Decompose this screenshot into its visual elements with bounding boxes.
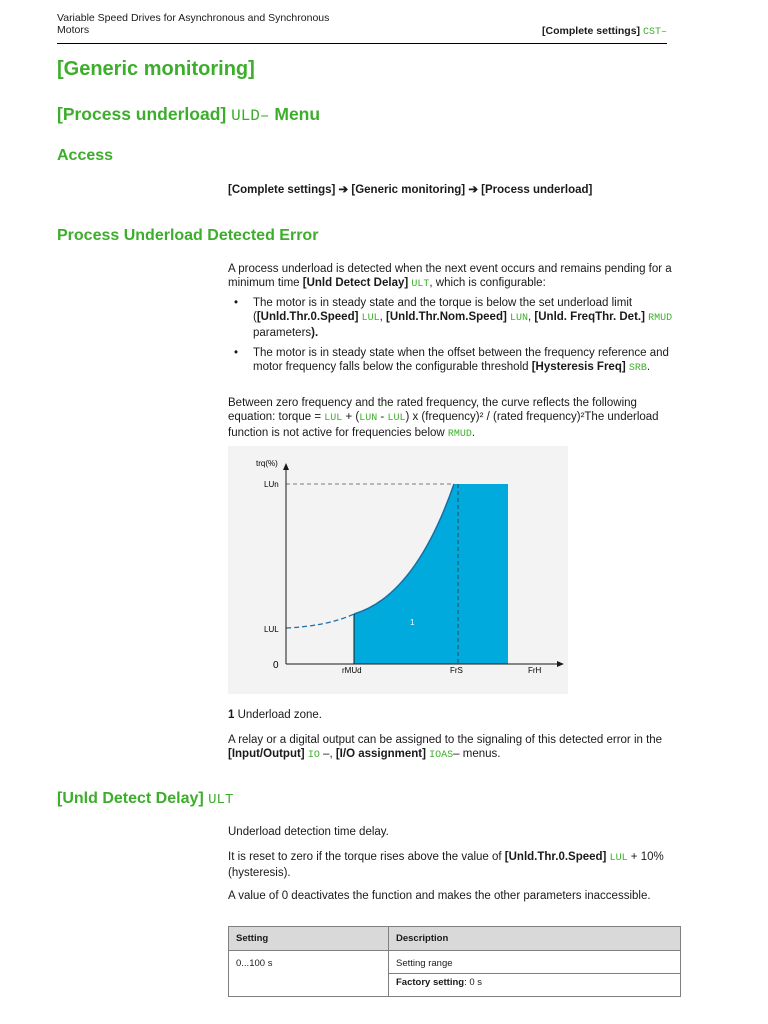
ult-reset-text: It is reset to zero if the torque rises above the value of [Unld.Thr.0.Speed] LUL + 10% (hysteresis). [228, 851, 664, 879]
doc-title-line2: Motors [57, 24, 90, 36]
column-header-setting: Setting [229, 927, 389, 951]
arrow-right-icon: ➔ [338, 184, 349, 196]
x-axis-label: FrH [528, 666, 542, 675]
access-path [228, 182, 592, 196]
ult-description: Underload detection time delay. [228, 826, 389, 838]
path-step-1: [Complete settings] [228, 184, 336, 196]
list-item: • The motor is in steady state and the torque is below the set underload limit ([Unld.Thr.0.Speed] LUL, [Unld.Thr.Nom.Speed] LUN, [Unld. FreqThr. Det.] RMUD parameters). [234, 297, 673, 339]
column-header-description: Description [389, 927, 681, 951]
doc-title [57, 12, 329, 36]
underload-chart [228, 446, 568, 694]
error-heading: Process Underload Detected Error [57, 227, 319, 244]
bullet-icon: • [234, 347, 239, 359]
tick-label-lul: LUL [264, 625, 279, 634]
settings-table [228, 926, 681, 997]
relay-text: A relay or a digital output can be assigned to the signaling of this detected error in the [Input/Output] IO –, [I/O assignment] IOAS– menus. [228, 734, 663, 761]
menu-code: ULD– [231, 107, 270, 125]
chart-legend: 1 Underload zone. [228, 709, 322, 721]
section-code: CST– [642, 27, 667, 38]
menu-label: [Process underload] [57, 104, 227, 124]
menu-suffix: Menu [274, 104, 321, 124]
ult-heading: [Unld Detect Delay] ULT [57, 790, 234, 808]
error-intro: A process underload is detected when the next event occurs and remains pending for a minimum time [Unld Detect Delay] ULT, which is configurable: [228, 263, 672, 290]
page-title: [Generic monitoring] [57, 58, 255, 80]
section-title [542, 25, 667, 38]
ult-zero-text: A value of 0 deactivates the function and makes the other parameters inaccessible. [228, 890, 651, 902]
page-header [57, 12, 667, 44]
arrow-right-icon: ➔ [468, 184, 478, 196]
setting-cell: 0...100 s [229, 951, 389, 997]
path-step-3: [Process underload] [481, 184, 593, 196]
condition-list [228, 296, 683, 382]
menu-title [57, 104, 320, 125]
description-cell: Setting range Factory setting: 0 s [389, 951, 681, 997]
doc-title-line1: Variable Speed Drives for Asynchronous and Synchronous [57, 12, 330, 24]
path-step-2: [Generic monitoring] [351, 184, 466, 196]
tick-label-lun: LUn [264, 480, 279, 489]
equation-text: Between zero frequency and the rated frequency, the curve reflects the following equation: torque = LUL + (LUN - LUL) x (frequency)² / (rated frequency)²The underload function is not active for frequencies below RMUD. [228, 397, 659, 440]
tick-label-zero: 0 [273, 660, 279, 671]
access-heading: Access [57, 147, 114, 164]
factory-setting: Factory setting: 0 s [396, 977, 483, 988]
y-axis-label: trq(%) [256, 459, 278, 468]
tick-label-frs: FrS [450, 666, 463, 675]
tick-label-rmud: rMUd [342, 666, 362, 675]
zone-label: 1 [410, 618, 415, 627]
table-row [229, 951, 681, 997]
table-header-row [229, 927, 681, 951]
bullet-icon: • [234, 297, 239, 309]
list-item: • The motor is in steady state when the offset between the frequency reference and motor frequency falls below the configurable threshold [Hysteresis Freq] SRB. [234, 347, 669, 374]
section-label: [Complete settings] [542, 25, 641, 37]
